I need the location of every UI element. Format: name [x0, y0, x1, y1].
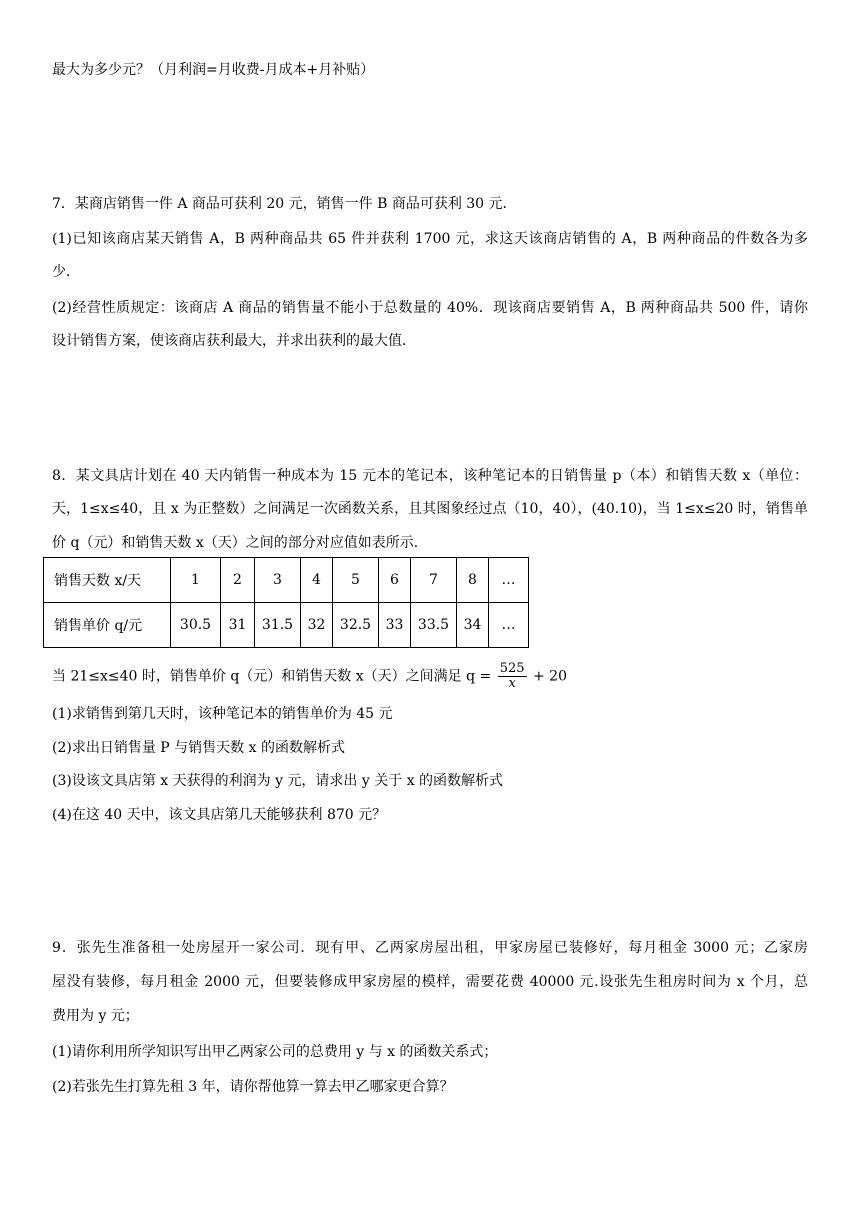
table-cell: 31 [221, 603, 255, 648]
q8-sub3: (3)设该文具店第 x 天获得的利润为 y 元，请求出 y 关于 x 的函数解析式 [52, 773, 504, 789]
table-cell: 6 [379, 558, 411, 603]
table-cell: 32.5 [333, 603, 379, 648]
intro-tail-text: 最大为多少元？（月利润=月收费-月成本+月补贴） [52, 62, 375, 78]
q8-formula-tail: + 20 [532, 668, 567, 685]
q8-formula-fraction [498, 662, 527, 691]
q8-line2: 天，1≤x≤40，且 x 为正整数）之间满足一次函数关系，且其图象经过点（10，40），(40.10)，当 1≤x≤20 时，销售单 [52, 501, 808, 517]
q7-part1-line2: 少． [52, 264, 80, 280]
table-cell: 3 [255, 558, 301, 603]
q7-part2-line2: 设计销售方案，使该商店获利最大，并求出获利的最大值． [52, 333, 416, 349]
q8-line1: 8．某文具店计划在 40 天内销售一种成本为 15 元本的笔记本，该种笔记本的日销售量 p（本）和销售天数 x（单位： [52, 468, 808, 484]
table-cell: 8 [457, 558, 489, 603]
q7-part2-line1: (2)经营性质规定：该商店 A 商品的销售量不能小于总数量的 40%．现该商店要销售 A，B 两种商品共 500 件，请你 [52, 300, 808, 316]
table-cell: 5 [333, 558, 379, 603]
q8-sub4: (4)在这 40 天中，该文具店第几天能够获利 870 元？ [52, 807, 387, 823]
q8-formula-denominator: x [508, 676, 516, 691]
table-cell: 33 [379, 603, 411, 648]
q8-formula-numerator: 525 [499, 661, 525, 676]
q9-sub2: (2)若张先生打算先租 3 年，请你帮他算一算去甲乙哪家更合算？ [52, 1079, 454, 1095]
q8-sub2: (2)求出日销售量 P 与销售天数 x 的函数解析式 [52, 740, 345, 756]
table-cell: 30.5 [171, 603, 221, 648]
q8-line3: 价 q（元）和销售天数 x（天）之间的部分对应值如表所示． [52, 535, 428, 551]
table-row [44, 558, 529, 603]
q8-formula-line [52, 661, 567, 691]
q9-line2: 屋没有装修，每月租金 2000 元，但要装修成甲家房屋的模样，需要花费 40000 元.设张先生租房时间为 x 个月，总 [52, 974, 808, 990]
table-cell: … [489, 603, 529, 648]
table-cell: 2 [221, 558, 255, 603]
table-cell: 7 [411, 558, 457, 603]
table-cell: 4 [301, 558, 333, 603]
table-cell: 31.5 [255, 603, 301, 648]
table-row [44, 603, 529, 648]
table-cell: 32 [301, 603, 333, 648]
q9-line1: 9．张先生准备租一处房屋开一家公司．现有甲、乙两家房屋出租，甲家房屋已装修好，每月租金 3000 元；乙家房 [52, 940, 808, 956]
table-cell: 1 [171, 558, 221, 603]
sales-table [43, 557, 529, 648]
table-cell: 34 [457, 603, 489, 648]
q7-part1-line1: (1)已知该商店某天销售 A，B 两种商品共 65 件并获利 1700 元，求这天该商店销售的 A，B 两种商品的件数各为多 [52, 231, 808, 247]
table-cell: 33.5 [411, 603, 457, 648]
table-header-price: 销售单价 q/元 [44, 603, 171, 648]
q9-line3: 费用为 y 元； [52, 1008, 139, 1024]
q7-stem: 7．某商店销售一件 A 商品可获利 20 元，销售一件 B 商品可获利 30 元． [52, 196, 517, 212]
q8-formula-lead: 当 21≤x≤40 时，销售单价 q（元）和销售天数 x（天）之间满足 q = [52, 668, 492, 685]
q9-sub1: (1)请你利用所学知识写出甲乙两家公司的总费用 y 与 x 的函数关系式； [52, 1044, 498, 1060]
q8-sub1: (1)求销售到第几天时，该种笔记本的销售单价为 45 元 [52, 706, 393, 722]
table-cell: … [489, 558, 529, 603]
table-header-days: 销售天数 x/天 [44, 558, 171, 603]
